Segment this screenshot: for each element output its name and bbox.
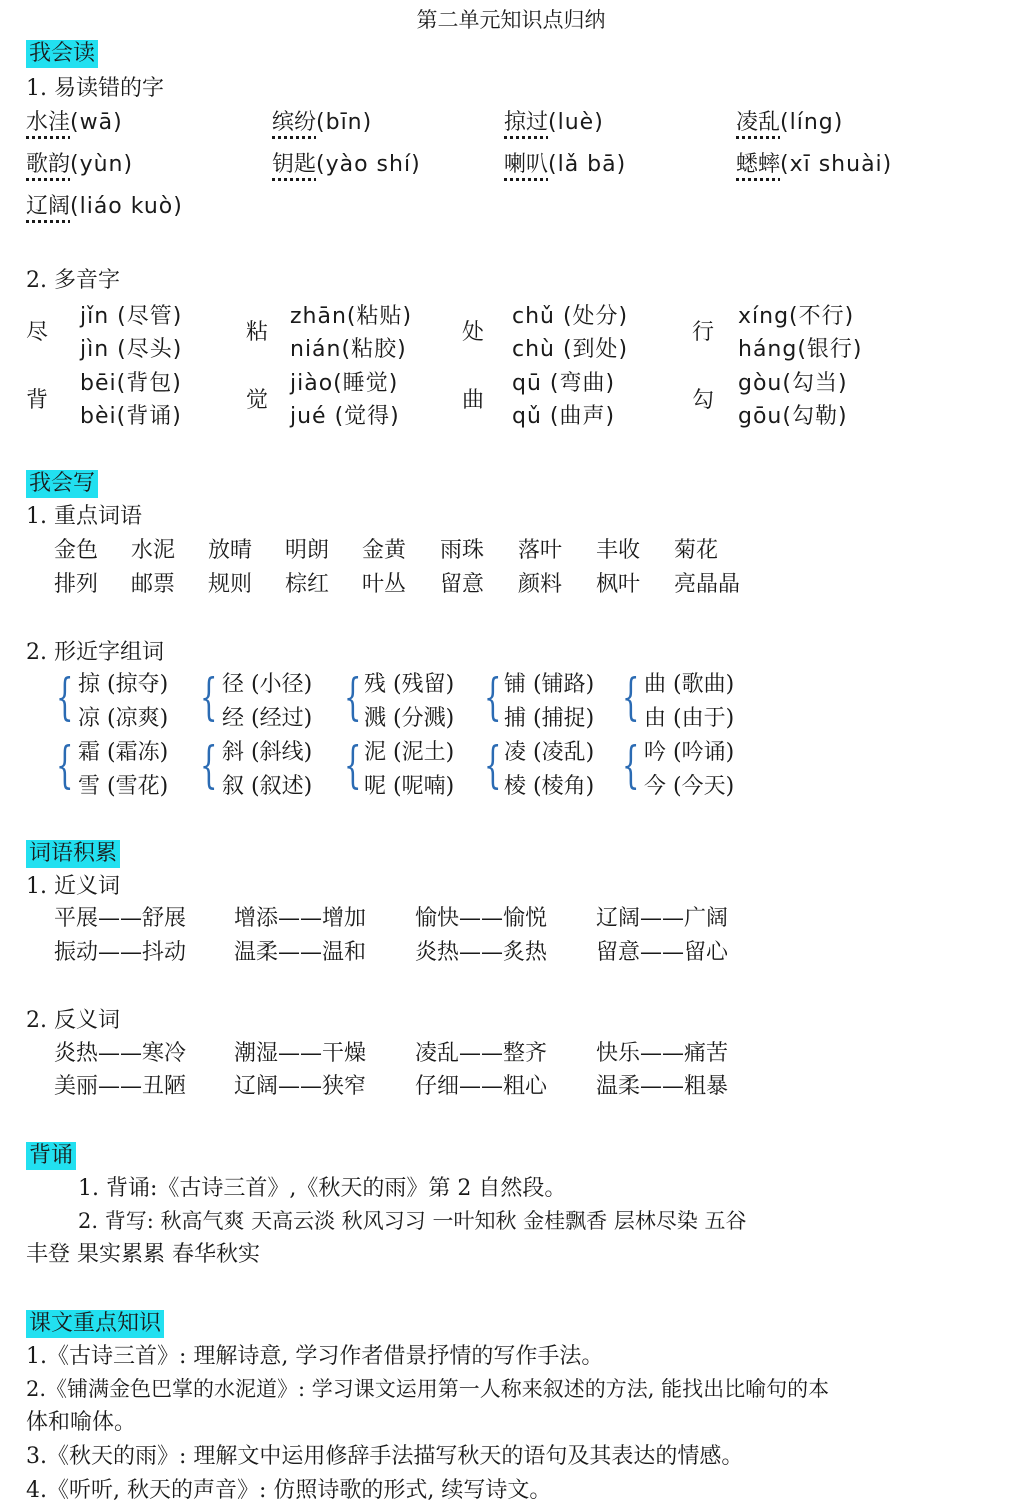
synonym-pair: 辽阔——广阔 xyxy=(596,906,729,931)
brace-icon: { xyxy=(56,668,74,726)
recite-line: 2. 背写: 秋高气爽 天高云淡 秋风习习 一叶知秋 金桂飘香 层林尽染 五谷 xyxy=(78,1209,747,1233)
misread-item: 水洼(wā) xyxy=(26,110,123,135)
synonym-pair: 振动——抖动 xyxy=(54,940,187,965)
key-word: 菊花 xyxy=(674,538,719,563)
subheading-antonyms: 2. 反义词 xyxy=(26,1008,120,1033)
subheading-similar-chars: 2. 形近字组词 xyxy=(26,640,164,665)
key-knowledge-item: 2.《铺满金色巴掌的水泥道》: 学习课文运用第一人称来叙述的方法, 能找出比喻句的本 xyxy=(26,1377,830,1401)
section-heading-write: 我会写 xyxy=(26,470,98,498)
misread-item: 缤纷(bīn) xyxy=(272,110,373,135)
key-word: 亮晶晶 xyxy=(674,572,741,597)
antonym-pair: 仔细——粗心 xyxy=(415,1074,548,1099)
key-word: 颜料 xyxy=(518,572,563,597)
key-word: 放晴 xyxy=(208,538,253,563)
antonym-pair: 温柔——粗暴 xyxy=(596,1074,729,1099)
similar-char-pair: 棱 (棱角) xyxy=(504,774,595,799)
page-title: 第二单元知识点归纳 xyxy=(416,8,606,32)
key-word: 金黄 xyxy=(362,538,407,563)
polyphone-char: 勾 xyxy=(692,388,715,413)
antonym-pair: 潮湿——干燥 xyxy=(234,1041,367,1066)
polyphone-char: 背 xyxy=(26,388,49,413)
synonym-pair: 留意——留心 xyxy=(596,940,729,965)
synonym-pair: 炎热——炙热 xyxy=(415,940,548,965)
key-knowledge-item: 4.《听听, 秋天的声音》: 仿照诗歌的形式, 续写诗文。 xyxy=(26,1478,552,1503)
brace-icon: { xyxy=(344,736,362,794)
key-word: 丰收 xyxy=(596,538,641,563)
polyphone-reading: chù (到处) xyxy=(512,337,629,362)
polyphone-reading: gōu(勾勒) xyxy=(738,404,848,429)
key-word: 邮票 xyxy=(131,572,176,597)
section-heading-recite: 背诵 xyxy=(26,1142,76,1170)
similar-char-pair: 经 (经过) xyxy=(222,706,313,731)
brace-icon: { xyxy=(200,736,218,794)
polyphone-reading: jìn (尽头) xyxy=(80,337,183,362)
polyphone-reading: háng(银行) xyxy=(738,337,863,362)
key-word: 叶丛 xyxy=(362,572,407,597)
similar-char-pair: 雪 (雪花) xyxy=(78,774,169,799)
misread-item: 辽阔(liáo kuò) xyxy=(26,194,183,219)
misread-item: 歌韵(yùn) xyxy=(26,152,134,177)
misread-item: 蟋蟀(xī shuài) xyxy=(736,152,893,177)
polyphone-char: 处 xyxy=(462,320,485,345)
antonym-pair: 辽阔——狭窄 xyxy=(234,1074,367,1099)
misread-item: 喇叭(lǎ bā) xyxy=(504,152,627,177)
similar-char-pair: 曲 (歌曲) xyxy=(644,672,735,697)
section-heading-key-knowledge: 课文重点知识 xyxy=(26,1310,164,1338)
key-word: 留意 xyxy=(440,572,485,597)
brace-icon: { xyxy=(484,668,502,726)
synonym-pair: 平展——舒展 xyxy=(54,906,187,931)
key-word: 雨珠 xyxy=(440,538,485,563)
synonym-pair: 温柔——温和 xyxy=(234,940,367,965)
polyphone-char: 行 xyxy=(692,320,715,345)
similar-char-pair: 残 (残留) xyxy=(364,672,455,697)
polyphone-reading: gòu(勾当) xyxy=(738,371,848,396)
similar-char-pair: 铺 (铺路) xyxy=(504,672,595,697)
misread-item: 钥匙(yào shí) xyxy=(272,152,421,177)
similar-char-pair: 捕 (捕捉) xyxy=(504,706,595,731)
polyphone-reading: bēi(背包) xyxy=(80,371,182,396)
similar-char-pair: 叙 (叙述) xyxy=(222,774,313,799)
similar-char-pair: 呢 (呢喃) xyxy=(364,774,455,799)
antonym-pair: 凌乱——整齐 xyxy=(415,1041,548,1066)
key-word: 明朗 xyxy=(285,538,330,563)
recite-line: 1. 背诵:《古诗三首》,《秋天的雨》第 2 自然段。 xyxy=(78,1176,567,1201)
similar-char-pair: 霜 (霜冻) xyxy=(78,740,169,765)
section-heading-accumulation: 词语积累 xyxy=(26,840,120,868)
key-word: 枫叶 xyxy=(596,572,641,597)
similar-char-pair: 吟 (吟诵) xyxy=(644,740,735,765)
similar-char-pair: 斜 (斜线) xyxy=(222,740,313,765)
key-word: 金色 xyxy=(54,538,99,563)
section-heading-read: 我会读 xyxy=(26,40,98,68)
synonym-pair: 增添——增加 xyxy=(234,906,367,931)
polyphone-reading: qǔ (曲声) xyxy=(512,404,616,429)
subheading-polyphone: 2. 多音字 xyxy=(26,268,120,293)
polyphone-char: 尽 xyxy=(26,320,49,345)
synonym-pair: 愉快——愉悦 xyxy=(415,906,548,931)
polyphone-reading: nián(粘胶) xyxy=(290,337,407,362)
brace-icon: { xyxy=(56,736,74,794)
subheading-key-words: 1. 重点词语 xyxy=(26,504,142,529)
key-word: 水泥 xyxy=(131,538,176,563)
polyphone-reading: xíng(不行) xyxy=(738,304,855,329)
key-word: 棕红 xyxy=(285,572,330,597)
similar-char-pair: 掠 (掠夺) xyxy=(78,672,169,697)
recite-line: 丰登 果实累累 春华秋实 xyxy=(26,1242,260,1267)
antonym-pair: 炎热——寒冷 xyxy=(54,1041,187,1066)
similar-char-pair: 泥 (泥土) xyxy=(364,740,455,765)
polyphone-reading: jué (觉得) xyxy=(290,404,400,429)
polyphone-reading: jiào(睡觉) xyxy=(290,371,399,396)
key-word: 落叶 xyxy=(518,538,563,563)
antonym-pair: 美丽——丑陋 xyxy=(54,1074,187,1099)
polyphone-reading: chǔ (处分) xyxy=(512,304,629,329)
antonym-pair: 快乐——痛苦 xyxy=(596,1041,729,1066)
polyphone-reading: zhān(粘贴) xyxy=(290,304,413,329)
polyphone-char: 觉 xyxy=(246,388,269,413)
similar-char-pair: 径 (小径) xyxy=(222,672,313,697)
misread-item: 凌乱(líng) xyxy=(736,110,844,135)
polyphone-reading: bèi(背诵) xyxy=(80,404,182,429)
key-knowledge-item: 3.《秋天的雨》: 理解文中运用修辞手法描写秋天的语句及其表达的情感。 xyxy=(26,1444,744,1469)
subheading-synonyms: 1. 近义词 xyxy=(26,874,120,899)
key-word: 规则 xyxy=(208,572,253,597)
similar-char-pair: 今 (今天) xyxy=(644,774,735,799)
polyphone-reading: jǐn (尽管) xyxy=(80,304,183,329)
brace-icon: { xyxy=(484,736,502,794)
brace-icon: { xyxy=(622,736,640,794)
similar-char-pair: 溅 (分溅) xyxy=(364,706,455,731)
polyphone-char: 曲 xyxy=(462,388,485,413)
polyphone-char: 粘 xyxy=(246,320,269,345)
brace-icon: { xyxy=(344,668,362,726)
brace-icon: { xyxy=(622,668,640,726)
similar-char-pair: 由 (由于) xyxy=(644,706,735,731)
brace-icon: { xyxy=(200,668,218,726)
key-knowledge-item-cont: 体和喻体。 xyxy=(26,1410,137,1435)
key-word: 排列 xyxy=(54,572,99,597)
subheading-misread: 1. 易读错的字 xyxy=(26,76,164,101)
similar-char-pair: 凌 (凌乱) xyxy=(504,740,595,765)
key-knowledge-item: 1.《古诗三首》: 理解诗意, 学习作者借景抒情的写作手法。 xyxy=(26,1344,604,1369)
misread-item: 掠过(luè) xyxy=(504,110,604,135)
similar-char-pair: 凉 (凉爽) xyxy=(78,706,169,731)
polyphone-reading: qū (弯曲) xyxy=(512,371,616,396)
